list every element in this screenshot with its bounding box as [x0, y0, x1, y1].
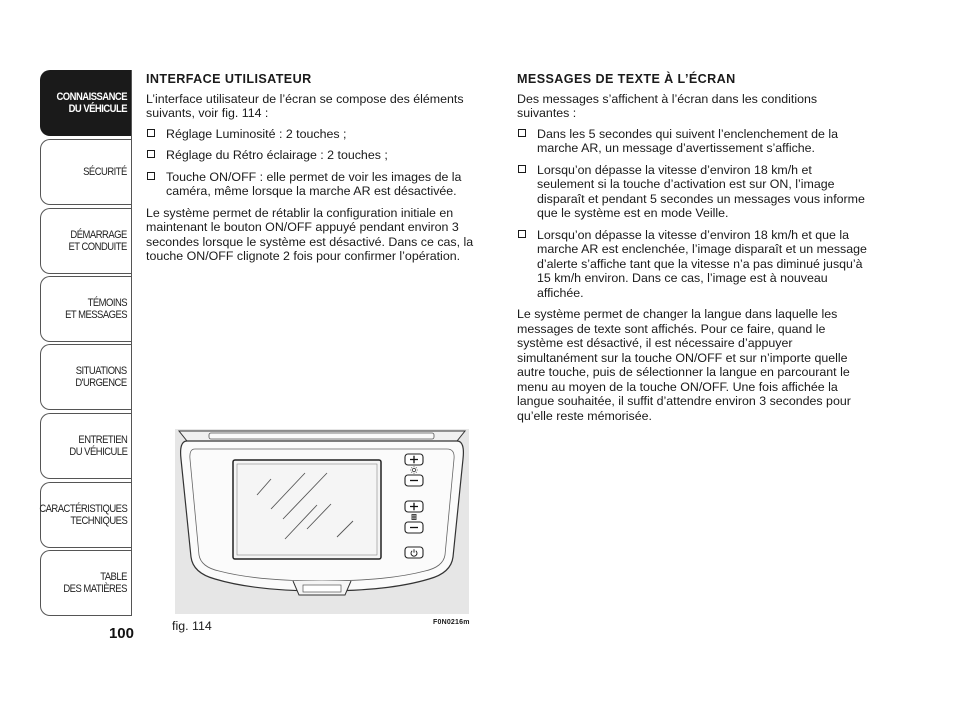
figure-display-unit	[175, 429, 469, 614]
checkbox-bullet-icon	[147, 129, 155, 137]
tab-label: ENTRETIEN DU VÉHICULE	[69, 434, 127, 458]
section-intro: L’interface utilisateur de l’écran se compose des éléments suivants, voir fig. 114 :	[146, 91, 464, 120]
bullet-list	[517, 127, 869, 301]
tab-label: CARACTÉRISTIQUES TECHNIQUES	[39, 503, 127, 527]
tab-table-des-matieres[interactable]	[40, 550, 132, 616]
tab-situations-urgence[interactable]	[40, 344, 132, 410]
tab-label: TABLE DES MATIÈRES	[63, 571, 127, 595]
tab-demarrage-et-conduite[interactable]	[40, 208, 132, 274]
page-number: 100	[108, 625, 134, 642]
display-unit-drawing	[175, 429, 469, 614]
section-paragraph: Le système permet de changer la langue dans laquelle les messages de texte sont affichés. Pour ce faire, quand le système est désactivé, il est nécessaire d’appuyer simultanément sur la touche ON/OFF et sur n’importe quelle autre touche, puis de sélectionner la langue en parcourant le menu au moyen de la touche ON/OFF. Une fois affichée la langue souhaitée, il suffit d’attendre environ 3 secondes pour qu’elle reste mémorisée.	[517, 307, 851, 423]
tab-caracteristiques-techniques[interactable]	[40, 482, 132, 548]
backlight-icon	[412, 514, 417, 520]
section-heading: INTERFACE UTILISATEUR	[146, 72, 312, 86]
list-item: Réglage du Rétro éclairage : 2 touches ;	[146, 148, 496, 163]
section-intro: Des messages s’affichent à l’écran dans les conditions suivantes :	[517, 91, 818, 120]
list-item: Lorsqu’on dépasse la vitesse d’environ 18 km/h et que la marche AR est enclenchée, l’image disparaît et un message d’alerte s’affiche tant que la vitesse n’a pas diminué jusqu’à 15 km/h environ. Dans ce cas, l’image est à nouveau affichée.	[517, 228, 869, 301]
checkbox-bullet-icon	[518, 230, 526, 238]
figure-code: F0N0216m	[433, 619, 470, 626]
section-paragraph: Le système permet de rétablir la configuration initiale en maintenant le bouton ON/OFF appuyé pendant environ 3 secondes lorsque le système est désactivé. Dans ce cas, la touche ON/OFF clignote 2 fois pour confirmer l’opération.	[146, 205, 474, 263]
figure-caption: fig. 114	[172, 619, 212, 633]
tab-label: DÉMARRAGE ET CONDUITE	[68, 229, 127, 253]
section-heading: MESSAGES DE TEXTE À L’ÉCRAN	[517, 72, 736, 86]
text-messages-section	[517, 72, 869, 429]
tab-label: SITUATIONS D'URGENCE	[75, 365, 127, 389]
checkbox-bullet-icon	[147, 150, 155, 158]
tab-label: CONNAISSANCE DU VÉHICULE	[56, 91, 127, 115]
list-item: Réglage Luminosité : 2 touches ;	[146, 127, 496, 142]
bullet-list	[146, 127, 496, 199]
list-item: Touche ON/OFF : elle permet de voir les images de la caméra, même lorsque la marche AR est désactivée.	[146, 170, 496, 199]
power-controls	[405, 547, 423, 558]
checkbox-bullet-icon	[518, 165, 526, 173]
checkbox-bullet-icon	[518, 129, 526, 137]
list-item: Lorsqu’on dépasse la vitesse d’environ 18 km/h et seulement si la touche d’activation est sur ON, l’image disparaît et pendant 5 secondes un messages vous informe que le système est en mode Veille.	[517, 163, 869, 221]
interface-section	[146, 72, 496, 270]
checkbox-bullet-icon	[147, 172, 155, 180]
screen	[233, 460, 381, 559]
tab-connaissance-du-vehicule[interactable]	[40, 70, 132, 136]
list-item: Dans les 5 secondes qui suivent l’enclenchement de la marche AR, un message d’avertissement s’affiche.	[517, 127, 869, 156]
tab-securite[interactable]	[40, 139, 132, 205]
tab-label: TÉMOINS ET MESSAGES	[65, 297, 127, 321]
tab-divider	[131, 70, 132, 616]
tab-label: SÉCURITÉ	[83, 166, 127, 178]
tab-temoins-et-messages[interactable]	[40, 276, 132, 342]
tab-entretien-du-vehicule[interactable]	[40, 413, 132, 479]
